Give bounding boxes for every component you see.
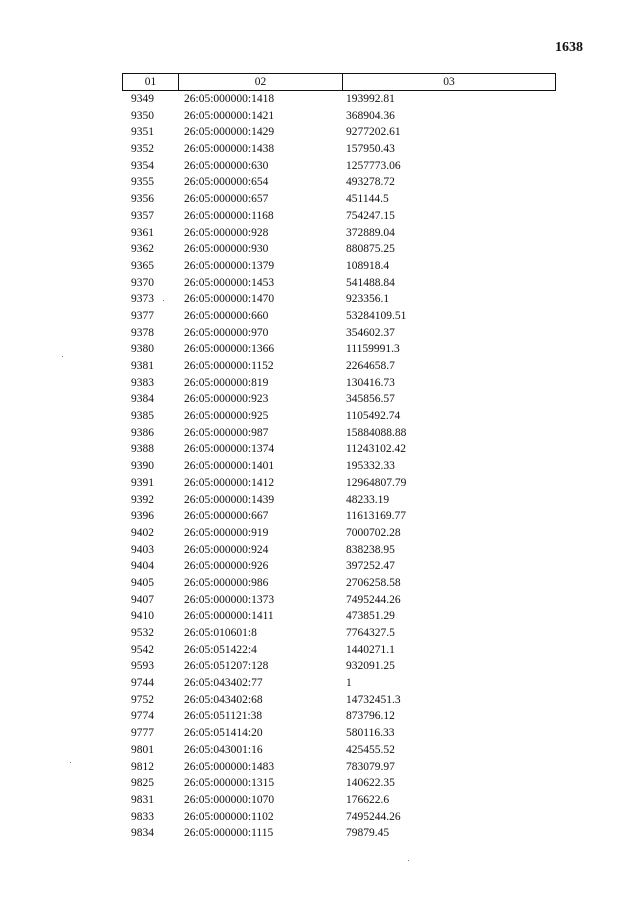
cell-cadastral-number: 26:05:051422:4 xyxy=(184,643,257,656)
column-header-01: 01 xyxy=(123,74,179,90)
cell-cadastral-number: 26:05:000000:970 xyxy=(184,326,269,339)
cell-value: 783079.97 xyxy=(346,760,395,773)
cell-value: 11159991.3 xyxy=(346,343,400,356)
cell-value: 397252.47 xyxy=(346,560,395,573)
cell-index: 9377 xyxy=(131,309,154,322)
cell-value: 425455.52 xyxy=(346,743,395,756)
cell-cadastral-number: 26:05:000000:1439 xyxy=(184,493,275,506)
table-row xyxy=(122,558,556,575)
cell-index: 9593 xyxy=(131,660,154,673)
cell-cadastral-number: 26:05:000000:926 xyxy=(184,560,269,573)
table-row xyxy=(122,375,556,392)
cell-value: 15884088.88 xyxy=(346,426,407,439)
cell-index: 9390 xyxy=(131,460,154,473)
cell-value: 1257773.06 xyxy=(346,159,401,172)
cell-index: 9833 xyxy=(131,810,154,823)
cell-value: 176622.6 xyxy=(346,793,390,806)
table-row xyxy=(122,108,556,125)
cell-value: 923356.1 xyxy=(346,293,390,306)
cell-index: 9801 xyxy=(131,743,154,756)
cell-index: 9381 xyxy=(131,360,154,372)
cell-cadastral-number: 26:05:000000:1470 xyxy=(184,293,275,306)
cell-index: 9405 xyxy=(131,576,154,589)
cell-cadastral-number: 26:05:000000:987 xyxy=(184,426,269,439)
cell-index: 9380 xyxy=(131,343,154,356)
table-row xyxy=(122,608,556,625)
cell-cadastral-number: 26:05:000000:1418 xyxy=(184,93,275,105)
cell-cadastral-number: 26:05:000000:1483 xyxy=(184,760,275,773)
cell-cadastral-number: 26:05:000000:925 xyxy=(184,410,269,423)
table-row xyxy=(122,291,556,308)
table-row xyxy=(122,625,556,642)
table-header-row xyxy=(122,73,556,91)
column-header-03: 03 xyxy=(443,76,455,88)
table-row xyxy=(122,325,556,342)
cell-index: 9383 xyxy=(131,376,154,389)
cell-cadastral-number: 26:05:000000:1421 xyxy=(184,109,275,122)
cell-index: 9354 xyxy=(131,159,154,172)
table-row xyxy=(122,458,556,475)
table-row xyxy=(122,475,556,492)
cell-cadastral-number: 26:05:000000:1070 xyxy=(184,793,275,806)
cell-index: 9356 xyxy=(131,193,154,206)
cell-cadastral-number: 26:05:000000:924 xyxy=(184,543,269,556)
cell-value: 880875.25 xyxy=(346,243,395,256)
table-row xyxy=(122,141,556,158)
cell-value: 7495244.26 xyxy=(346,593,401,606)
scan-speck xyxy=(70,762,71,763)
cell-cadastral-number: 26:05:000000:1315 xyxy=(184,777,275,790)
cell-cadastral-number: 26:05:000000:1429 xyxy=(184,126,275,139)
table-row xyxy=(122,174,556,191)
cell-index: 9378 xyxy=(131,326,154,339)
cell-index: 9388 xyxy=(131,443,154,456)
cell-value: 193992.81 xyxy=(346,93,395,105)
cell-value: 493278.72 xyxy=(346,176,395,189)
scan-speck xyxy=(62,356,63,357)
cell-value: 140622.35 xyxy=(346,777,395,790)
table-row xyxy=(122,341,556,358)
cell-index: 9831 xyxy=(131,793,154,806)
cell-index: 9396 xyxy=(131,510,154,523)
cell-cadastral-number: 26:05:000000:657 xyxy=(184,193,269,206)
cell-index: 9373 xyxy=(131,293,154,306)
cell-value: 1 xyxy=(346,677,352,690)
cell-value: 11613169.77 xyxy=(346,510,406,523)
table-row xyxy=(122,258,556,275)
table-row xyxy=(122,391,556,408)
page-number: 1638 xyxy=(555,40,583,55)
cell-cadastral-number: 26:05:000000:930 xyxy=(184,243,269,256)
table-row xyxy=(122,742,556,759)
cell-value: 541488.84 xyxy=(346,276,395,289)
cell-cadastral-number: 26:05:000000:819 xyxy=(184,376,269,389)
cell-value: 368904.36 xyxy=(346,109,395,122)
cell-index: 9752 xyxy=(131,693,154,706)
table-row xyxy=(122,275,556,292)
cell-cadastral-number: 26:05:000000:986 xyxy=(184,576,269,589)
cell-cadastral-number: 26:05:000000:654 xyxy=(184,176,269,189)
cell-cadastral-number: 26:05:000000:1102 xyxy=(184,810,274,823)
cell-index: 9410 xyxy=(131,610,154,623)
table-row xyxy=(122,642,556,659)
cell-cadastral-number: 26:05:010601:8 xyxy=(184,627,257,639)
cell-index: 9407 xyxy=(131,593,154,606)
cell-value: 838238.95 xyxy=(346,543,395,556)
cell-cadastral-number: 26:05:000000:1373 xyxy=(184,593,275,606)
cell-index: 9355 xyxy=(131,176,154,189)
cell-index: 9361 xyxy=(131,226,154,239)
cell-cadastral-number: 26:05:043402:77 xyxy=(184,677,263,690)
cell-cadastral-number: 26:05:000000:1115 xyxy=(184,827,274,840)
cell-value: 2706258.58 xyxy=(346,576,401,589)
cell-index: 9357 xyxy=(131,209,154,222)
cell-index: 9370 xyxy=(131,276,154,289)
table-row xyxy=(122,708,556,725)
cell-value: 372889.04 xyxy=(346,226,395,239)
table-row xyxy=(122,692,556,709)
table-row xyxy=(122,124,556,141)
cell-index: 9352 xyxy=(131,143,154,156)
scan-speck xyxy=(163,300,164,301)
table-row xyxy=(122,575,556,592)
cell-cadastral-number: 26:05:043001:16 xyxy=(184,743,263,756)
cell-value: 932091.25 xyxy=(346,660,395,673)
cell-cadastral-number: 26:05:000000:1152 xyxy=(184,360,274,372)
cell-index: 9349 xyxy=(131,93,154,105)
cell-index: 9351 xyxy=(131,126,154,139)
table-row xyxy=(122,542,556,559)
cell-value: 7764327.5 xyxy=(346,627,395,639)
cell-value: 7000702.28 xyxy=(346,526,401,539)
cell-value: 14732451.3 xyxy=(346,693,401,706)
cell-value: 754247.15 xyxy=(346,209,395,222)
cell-index: 9386 xyxy=(131,426,154,439)
cell-cadastral-number: 26:05:000000:928 xyxy=(184,226,269,239)
cell-value: 473851.29 xyxy=(346,610,395,623)
cell-value: 873796.12 xyxy=(346,710,395,723)
cell-cadastral-number: 26:05:000000:923 xyxy=(184,393,269,406)
cell-cadastral-number: 26:05:000000:630 xyxy=(184,159,269,172)
cell-index: 9384 xyxy=(131,393,154,406)
cell-value: 354602.37 xyxy=(346,326,395,339)
cell-value: 1440271.1 xyxy=(346,643,395,656)
cell-cadastral-number: 26:05:000000:1401 xyxy=(184,460,275,473)
cell-index: 9365 xyxy=(131,259,154,272)
cell-index: 9391 xyxy=(131,476,154,489)
cell-index: 9825 xyxy=(131,777,154,790)
cell-cadastral-number: 26:05:043402:68 xyxy=(184,693,263,706)
cell-cadastral-number: 26:05:000000:1379 xyxy=(184,259,275,272)
table-row xyxy=(122,91,556,108)
cell-value: 580116.33 xyxy=(346,727,395,740)
cell-index: 9744 xyxy=(131,677,154,690)
table-row xyxy=(122,225,556,242)
cell-index: 9385 xyxy=(131,410,154,423)
cell-index: 9362 xyxy=(131,243,154,256)
cell-index: 9402 xyxy=(131,526,154,539)
table-row xyxy=(122,725,556,742)
cell-cadastral-number: 26:05:000000:1411 xyxy=(184,610,274,623)
cell-cadastral-number: 26:05:000000:660 xyxy=(184,309,269,322)
cell-index: 9403 xyxy=(131,543,154,556)
cell-cadastral-number: 26:05:000000:919 xyxy=(184,526,269,539)
data-table xyxy=(122,73,556,842)
cell-value: 108918.4 xyxy=(346,259,390,272)
column-header-02: 02 xyxy=(179,74,343,90)
table-row xyxy=(122,208,556,225)
cell-value: 12964807.79 xyxy=(346,476,407,489)
table-row xyxy=(122,158,556,175)
cell-value: 130416.73 xyxy=(346,376,395,389)
cell-cadastral-number: 26:05:051414:20 xyxy=(184,727,263,740)
cell-index: 9404 xyxy=(131,560,154,573)
table-row xyxy=(122,525,556,542)
cell-cadastral-number: 26:05:000000:1366 xyxy=(184,343,275,356)
cell-index: 9774 xyxy=(131,710,154,723)
table-row xyxy=(122,809,556,826)
cell-index: 9532 xyxy=(131,627,154,639)
table-row xyxy=(122,191,556,208)
cell-index: 9834 xyxy=(131,827,154,840)
cell-value: 7495244.26 xyxy=(346,810,401,823)
cell-value: 79879.45 xyxy=(346,827,390,840)
cell-value: 48233.19 xyxy=(346,493,390,506)
table-row xyxy=(122,492,556,509)
cell-index: 9350 xyxy=(131,109,154,122)
cell-cadastral-number: 26:05:000000:1438 xyxy=(184,143,275,156)
table-row xyxy=(122,775,556,792)
cell-value: 345856.57 xyxy=(346,393,395,406)
table-row xyxy=(122,425,556,442)
cell-value: 1105492.74 xyxy=(346,410,401,423)
table-row xyxy=(122,408,556,425)
cell-index: 9777 xyxy=(131,727,154,740)
cell-value: 157950.43 xyxy=(346,143,395,156)
table-row xyxy=(122,759,556,776)
table-row xyxy=(122,675,556,692)
cell-value: 9277202.61 xyxy=(346,126,401,139)
cell-value: 195332.33 xyxy=(346,460,395,473)
cell-cadastral-number: 26:05:000000:1168 xyxy=(184,209,274,222)
cell-cadastral-number: 26:05:051121:38 xyxy=(184,710,263,723)
cell-cadastral-number: 26:05:051207:128 xyxy=(184,660,269,673)
cell-index: 9392 xyxy=(131,493,154,506)
table-row xyxy=(122,508,556,525)
table-row xyxy=(122,441,556,458)
cell-value: 451144.5 xyxy=(346,193,389,206)
cell-index: 9812 xyxy=(131,760,154,773)
cell-cadastral-number: 26:05:000000:1412 xyxy=(184,476,275,489)
table-body xyxy=(122,91,556,842)
table-row xyxy=(122,792,556,809)
cell-index: 9542 xyxy=(131,643,154,656)
cell-value: 11243102.42 xyxy=(346,443,406,456)
table-row xyxy=(122,308,556,325)
table-row xyxy=(122,358,556,375)
table-row xyxy=(122,825,556,842)
table-row xyxy=(122,241,556,258)
cell-cadastral-number: 26:05:000000:667 xyxy=(184,510,269,523)
scan-speck xyxy=(408,860,409,861)
cell-value: 2264658.7 xyxy=(346,360,395,372)
table-row xyxy=(122,592,556,609)
cell-value: 53284109.51 xyxy=(346,309,407,322)
cell-cadastral-number: 26:05:000000:1374 xyxy=(184,443,275,456)
cell-cadastral-number: 26:05:000000:1453 xyxy=(184,276,275,289)
table-row xyxy=(122,658,556,675)
